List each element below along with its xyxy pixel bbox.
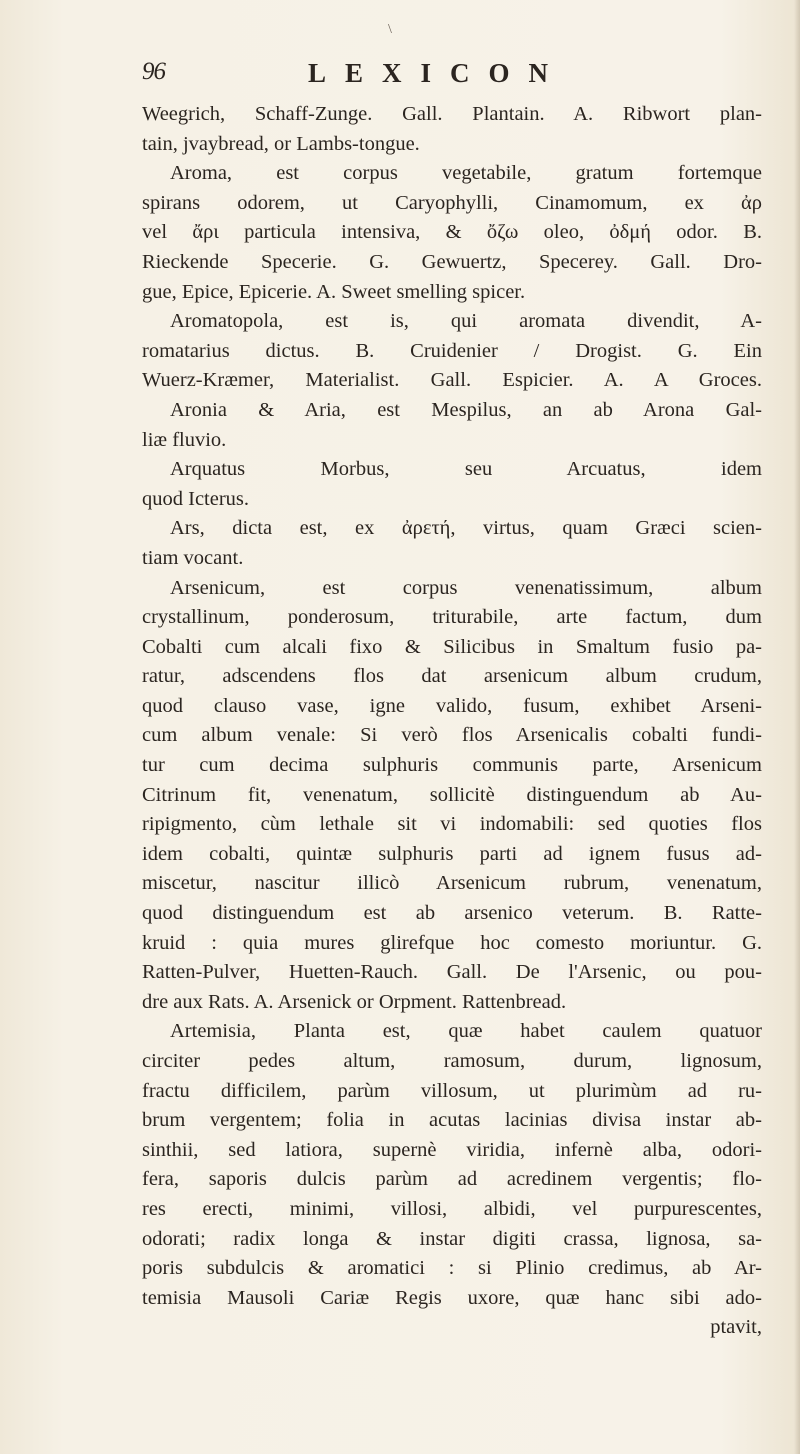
text-line: tiam vocant. [142,546,244,569]
running-title: LEXICON [308,58,568,88]
text-line: brum vergentem; folia in acutas lacinias divisa instar ab- [142,1109,762,1132]
text-line: temisia Mausoli Cariæ Regis uxore, quæ hanc sibi ado- [142,1286,762,1309]
page-mark: \ [388,22,392,37]
text-line: quod distinguendum est ab arsenico veterum. B. Ratte- [142,902,762,925]
page-number: 96 [142,58,165,85]
text-line: idem cobalti, quintæ sulphuris parti ad ignem fusus ad- [142,842,762,865]
text-line: Arsenicum, est corpus venenatissimum, album [170,576,762,599]
text-line: Cobalti cum alcali fixo & Silicibus in Smaltum fusio pa- [142,635,762,658]
text-line: cum album venale: Si verò flos Arsenicalis cobalti fundi- [142,724,762,747]
text-line: ripigmento, cùm lethale sit vi indomabili: sed quoties flos [142,813,762,836]
text-line: liæ fluvio. [142,428,227,451]
text-line: res erecti, minimi, villosi, albidi, vel purpurescentes, [142,1197,762,1220]
text-line: tain, jvaybread, or Lambs-tongue. [142,132,420,155]
text-line: fera, saporis dulcis parùm ad acredinem vergentis; flo- [142,1168,762,1191]
text-line: poris subdulcis & aromatici : si Plinio credimus, ab Ar- [142,1257,762,1280]
text-line: odorati; radix longa & instar digiti crassa, lignosa, sa- [142,1227,762,1250]
text-line: Weegrich, Schaff-Zunge. Gall. Plantain. A. Ribwort plan- [142,103,762,125]
text-line: quod clauso vase, igne valido, fusum, exhibet Arseni- [142,694,762,717]
text-line: circiter pedes altum, ramosum, durum, lignosum, [142,1050,762,1072]
text-line: Aromatopola, est is, qui aromata divendit, A- [170,310,762,333]
text-line: dre aux Rats. A. Arsenick or Orpment. Rattenbread. [142,990,567,1013]
text-line: spirans odorem, ut Caryophylli, Cinamomum, ex ἀρ [142,191,762,214]
text-line: Aroma, est corpus vegetabile, gratum fortemque [170,162,762,185]
text-line: ratur, adscendens flos dat arsenicum album crudum, [142,665,762,688]
text-line: kruid : quia mures glirefque hoc comesto moriuntur. G. [142,931,762,954]
text-line: quod Icterus. [142,487,250,510]
text-line: miscetur, nascitur illicò Arsenicum rubrum, venenatum, [142,872,762,895]
text-line: romatarius dictus. B. Cruidenier / Drogist. G. Ein [142,339,762,362]
text-line: Wuerz-Kræmer, Materialist. Gall. Espicier. A. A Groces. [142,369,762,392]
text-line: fractu difficilem, parùm villosum, ut plurimùm ad ru- [142,1079,762,1102]
dictionary-text [142,100,762,1343]
text-line: Arquatus Morbus, seu Arcuatus, idem [170,458,762,481]
text-line: Citrinum fit, venenatum, sollicitè distinguendum ab Au- [142,783,762,806]
text-line: tur cum decima sulphuris communis parte, Arsenicum [142,754,762,777]
text-line: Ars, dicta est, ex ἀρετή, virtus, quam Græci scien- [170,517,762,540]
text-line: crystallinum, ponderosum, triturabile, arte factum, dum [142,606,762,629]
text-line: vel ἄρι particula intensiva, & ὄζω oleo, ὀδμή odor. B. [142,221,762,244]
page-header [142,58,762,94]
text-line: Rieckende Specerie. G. Gewuertz, Specerey. Gall. Dro- [142,250,762,273]
page-edge-shadow [794,0,800,1454]
text-line: Aronia & Aria, est Mespilus, an ab Arona Gal- [170,398,762,421]
text-line: gue, Epice, Epicerie. A. Sweet smelling spicer. [142,280,526,303]
catchword: ptavit, [710,1316,762,1339]
text-line: Artemisia, Planta est, quæ habet caulem quatuor [170,1020,762,1043]
text-line: Ratten-Pulver, Huetten-Rauch. Gall. De l'Arsenic, ou pou- [142,961,762,984]
text-line: sinthii, sed latiora, supernè viridia, infernè alba, odori- [142,1138,762,1161]
